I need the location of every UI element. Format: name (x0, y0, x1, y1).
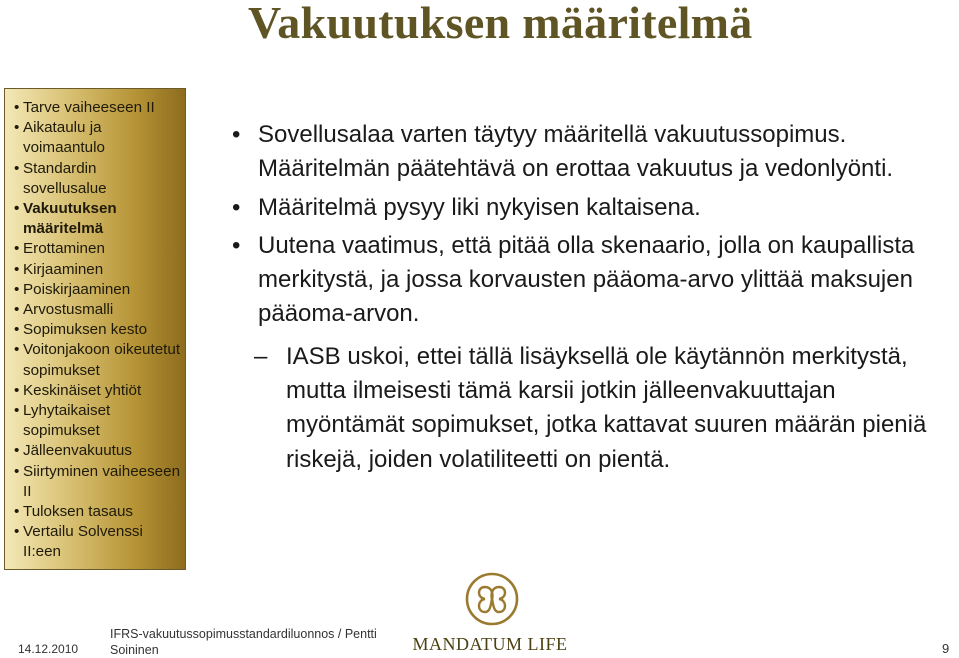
agenda-item: • Sopimuksen kesto (14, 320, 181, 340)
bullet-point (232, 191, 937, 225)
footer-text: IFRS-vakuutussopimusstandardiluonnos / Pentti Soininen (110, 627, 377, 657)
agenda-item-current: • Vakuutuksen määritelmä (14, 199, 181, 239)
agenda-item: • Jälleenvakuutus (14, 441, 181, 461)
slide-body (232, 118, 937, 477)
bullet-icon: • (232, 193, 241, 221)
slide-title: Vakuutuksen määritelmä (248, 0, 753, 48)
bullet-point (232, 118, 937, 187)
agenda-item: • Arvostusmalli (14, 300, 181, 320)
bullet-text: Uutena vaatimus, että pitää olla skenaario, jolla on kaupallista merkitystä, ja jossa korvausten pääoma-arvo ylittää maksujen pääoma-arvon. (258, 231, 915, 328)
footer-date: 14.12.2010 (18, 642, 79, 656)
company-logo: MANDATUM LIFE (412, 634, 568, 654)
agenda-item: • Kirjaaminen (14, 260, 181, 280)
agenda-item: • Poiskirjaaminen (14, 280, 181, 300)
bullet-point (232, 229, 937, 332)
agenda-item: • Siirtyminen vaiheeseen II (14, 462, 181, 502)
agenda-item: • Tarve vaiheeseen II (14, 98, 181, 118)
mandatum-monogram-icon (465, 572, 519, 635)
page-number: 9 (942, 641, 950, 656)
sub-bullet-point (232, 340, 937, 477)
agenda-item: • Keskinäiset yhtiöt (14, 381, 181, 401)
bullet-text: Sovellusalaa varten täytyy määritellä vakuutussopimus. Määritelmän päätehtävä on erottaa vakuutus ja vedonlyönti. (258, 121, 894, 183)
agenda-item: • Erottaminen (14, 239, 181, 259)
bullet-icon: • (232, 231, 241, 259)
sub-bullet-text: IASB uskoi, ettei tällä lisäyksellä ole käytännön merkitystä, mutta ilmeisesti tämä karsii jotkin jälleenvakuuttajan myöntämät sopimukset, jotka kattavat suuren määrän pieniä riskejä, joiden volatiliteetti on pientä. (286, 342, 927, 473)
agenda-sidebar (4, 88, 186, 570)
agenda-item: • Voitonjakoon oikeutetut sopimukset (14, 340, 181, 380)
agenda-item: • Vertailu Solvenssi II:een (14, 522, 181, 562)
bullet-text: Määritelmä pysyy liki nykyisen kaltaisena. (258, 193, 701, 221)
dash-icon: – (254, 342, 268, 370)
agenda-item: • Tuloksen tasaus (14, 502, 181, 522)
agenda-item: • Aikataulu ja voimaantulo (14, 118, 181, 158)
bullet-icon: • (232, 121, 241, 148)
agenda-item: • Lyhytaikaiset sopimukset (14, 401, 181, 441)
agenda-item: • Standardin sovellusalue (14, 159, 181, 199)
